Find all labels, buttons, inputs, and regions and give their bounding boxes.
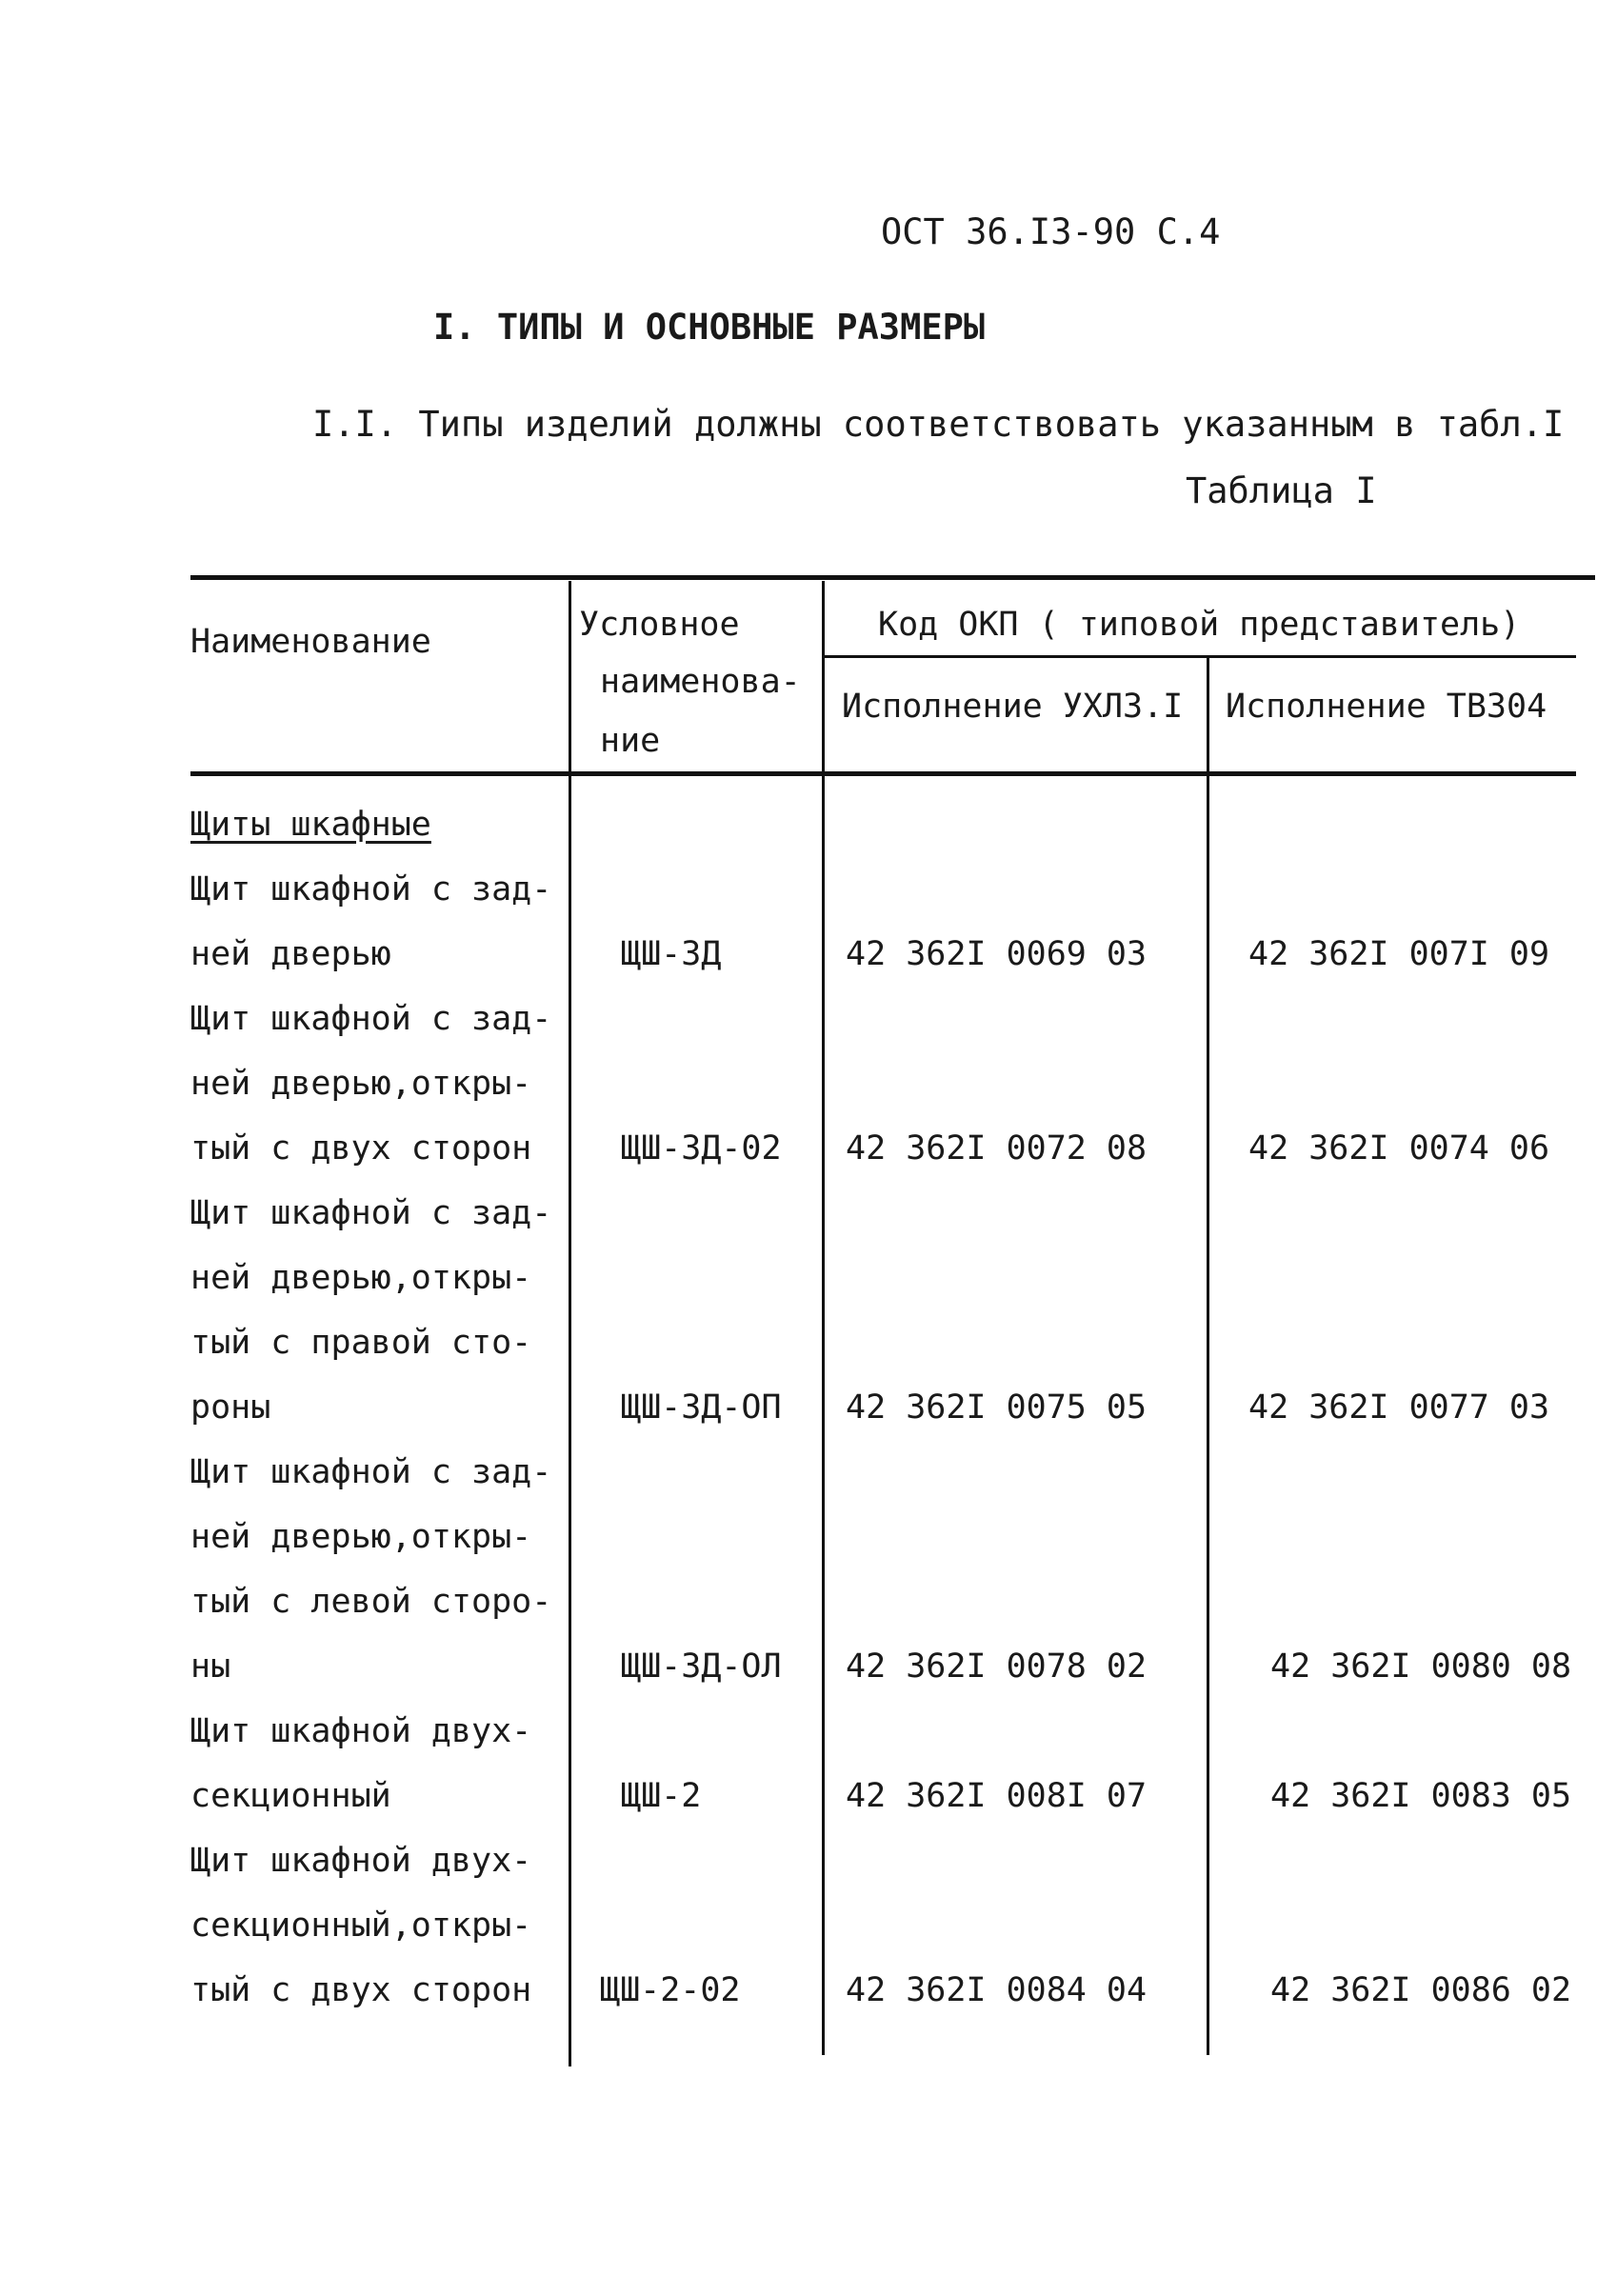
row-uhl-code: 42 362I 0078 02	[846, 1647, 1148, 1686]
column-header-uhl-version: Исполнение УХЛЗ.I	[842, 688, 1184, 726]
table-caption: Таблица I	[1186, 470, 1377, 511]
row-uhl-code: 42 362I 0084 04	[846, 1971, 1148, 2009]
row-name-line: тый с правой сто-	[190, 1324, 532, 1362]
row-conditional-name: ЩШ-2-02	[600, 1971, 741, 2009]
row-conditional-name: ЩШ-ЗД-ОП	[621, 1388, 782, 1427]
okp-subheader-rule	[824, 655, 1576, 658]
row-name-line: ней дверью,откры-	[190, 1065, 532, 1103]
column-header-conditional-line1: Условное	[579, 606, 740, 644]
table-top-rule	[190, 575, 1595, 580]
column-divider-2	[822, 581, 825, 2055]
row-name-line: ней дверью,откры-	[190, 1259, 532, 1297]
row-tv-code: 42 362I 0086 02	[1270, 1971, 1572, 2009]
row-name-line: тый с двух сторон	[190, 1971, 532, 2009]
column-header-tv-version: Исполнение ТВ304	[1226, 688, 1547, 726]
column-header-name: Наименование	[190, 623, 431, 661]
column-divider-1	[569, 581, 571, 2066]
row-name-line: тый с левой сторо-	[190, 1583, 552, 1621]
row-tv-code: 42 362I 007I 09	[1248, 935, 1550, 973]
row-name-line: ней дверью	[190, 935, 391, 973]
row-name-line: Щит шкафной с зад-	[190, 1453, 552, 1491]
row-tv-code: 42 362I 0083 05	[1270, 1777, 1572, 1815]
row-name-line: секционный,откры-	[190, 1907, 532, 1945]
row-uhl-code: 42 362I 0069 03	[846, 935, 1148, 973]
section-title: I. ТИПЫ И ОСНОВНЫЕ РАЗМЕРЫ	[433, 307, 986, 348]
row-name-line: Щит шкафной с зад-	[190, 870, 552, 908]
row-name-line: секционный	[190, 1777, 391, 1815]
column-header-conditional-line2: наименова-	[600, 663, 801, 701]
row-conditional-name: ЩШ-ЗД	[621, 935, 722, 973]
row-name-line: тый с двух сторон	[190, 1129, 532, 1168]
row-name-line: Щит шкафной с зад-	[190, 1194, 552, 1232]
row-uhl-code: 42 362I 0072 08	[846, 1129, 1148, 1168]
row-conditional-name: ЩШ-ЗД-02	[621, 1129, 782, 1168]
row-tv-code: 42 362I 0074 06	[1248, 1129, 1550, 1168]
row-name-line: ны	[190, 1647, 231, 1686]
row-conditional-name: ЩШ-ЗД-ОЛ	[621, 1647, 782, 1686]
row-name-line: роны	[190, 1388, 271, 1427]
column-header-okp-code: Код ОКП ( типовой представитель)	[878, 606, 1521, 644]
row-conditional-name: ЩШ-2	[621, 1777, 702, 1815]
group-title: Щиты шкафные	[190, 806, 431, 844]
table-header-bottom-rule	[190, 771, 1576, 776]
row-name-line: Щит шкафной с зад-	[190, 1000, 552, 1038]
row-uhl-code: 42 362I 008I 07	[846, 1777, 1148, 1815]
row-name-line: ней дверью,откры-	[190, 1518, 532, 1556]
row-tv-code: 42 362I 0077 03	[1248, 1388, 1550, 1427]
clause-text: I.I. Типы изделий должны соответствовать указанным в табл.I	[312, 404, 1565, 445]
row-uhl-code: 42 362I 0075 05	[846, 1388, 1148, 1427]
column-header-conditional-line3: ние	[600, 722, 661, 760]
column-divider-3	[1207, 657, 1209, 2055]
row-name-line: Щит шкафной двух-	[190, 1712, 532, 1750]
row-name-line: Щит шкафной двух-	[190, 1842, 532, 1880]
row-tv-code: 42 362I 0080 08	[1270, 1647, 1572, 1686]
document-code: ОСТ 36.I3-90 С.4	[881, 211, 1221, 252]
